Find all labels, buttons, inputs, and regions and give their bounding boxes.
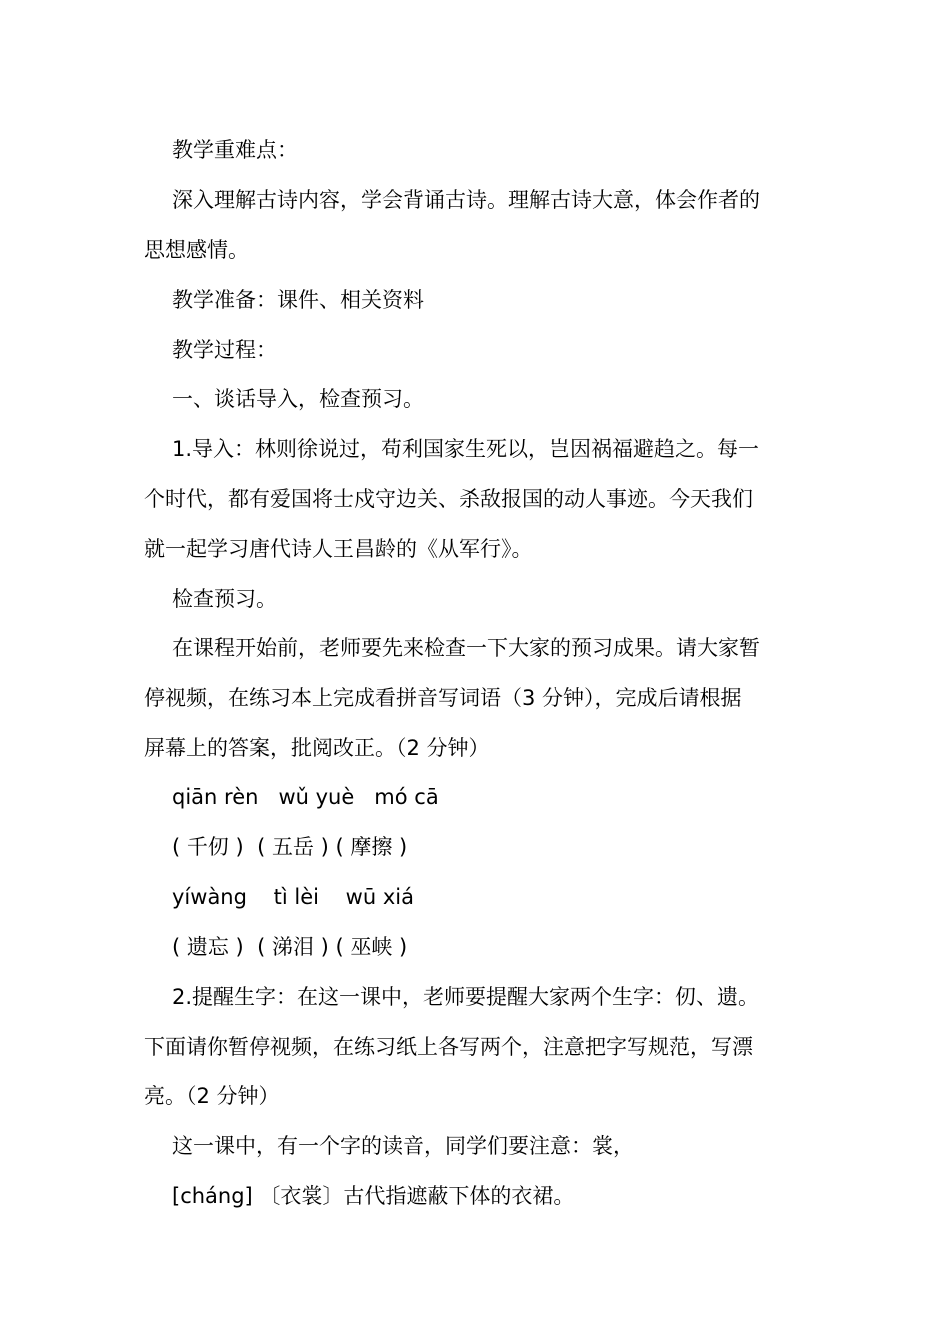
paragraph-line: 下面请你暂停视频，在练习纸上各写两个，注意把字写规范，写漂	[144, 1035, 753, 1059]
heading-preparation: 教学准备：课件、相关资料	[172, 288, 424, 312]
paragraph-line: 思想感情。	[144, 238, 249, 262]
pinyin-line: qiān rèn wǔ yuè mó cā	[172, 785, 439, 809]
paragraph-line: 1.导入：林则徐说过，苟利国家生死以，岂因祸福避趋之。每一	[172, 437, 760, 461]
paragraph-line: 就一起学习唐代诗人王昌龄的《从军行》。	[144, 537, 533, 561]
paragraph-line: 深入理解古诗内容，学会背诵古诗。理解古诗大意，体会作者的	[172, 188, 760, 212]
heading-key-points: 教学重难点：	[172, 138, 298, 162]
heading-process: 教学过程：	[172, 338, 277, 362]
paragraph-line: 2.提醒生字：在这一课中，老师要提醒大家两个生字：仞、遗。	[172, 985, 760, 1009]
paragraph-line: 停视频，在练习本上完成看拼音写词语（3 分钟），完成后请根据	[144, 686, 742, 710]
paragraph-line: 这一课中，有一个字的读音，同学们要注意：裳，	[172, 1134, 634, 1158]
answer-line: ( 遗忘 ) ( 涕泪 ) ( 巫峡 )	[172, 935, 408, 959]
paragraph-line: [cháng] 〔衣裳〕古代指遮蔽下体的衣裙。	[172, 1184, 575, 1208]
section-heading: 一、谈话导入，检查预习。	[172, 387, 424, 411]
paragraph-line: 亮。（2 分钟）	[144, 1084, 280, 1108]
paragraph-line: 个时代，都有爱国将士戍守边关、杀敌报国的动人事迹。今天我们	[144, 487, 753, 511]
paragraph-line: 在课程开始前，老师要先来检查一下大家的预习成果。请大家暂	[172, 636, 760, 660]
pinyin-line: yíwàng tì lèi wū xiá	[172, 885, 414, 909]
paragraph-line: 检查预习。	[172, 587, 277, 611]
paragraph-line: 屏幕上的答案，批阅改正。（2 分钟）	[144, 736, 490, 760]
answer-line: ( 千仞 ) ( 五岳 ) ( 摩擦 )	[172, 835, 408, 859]
